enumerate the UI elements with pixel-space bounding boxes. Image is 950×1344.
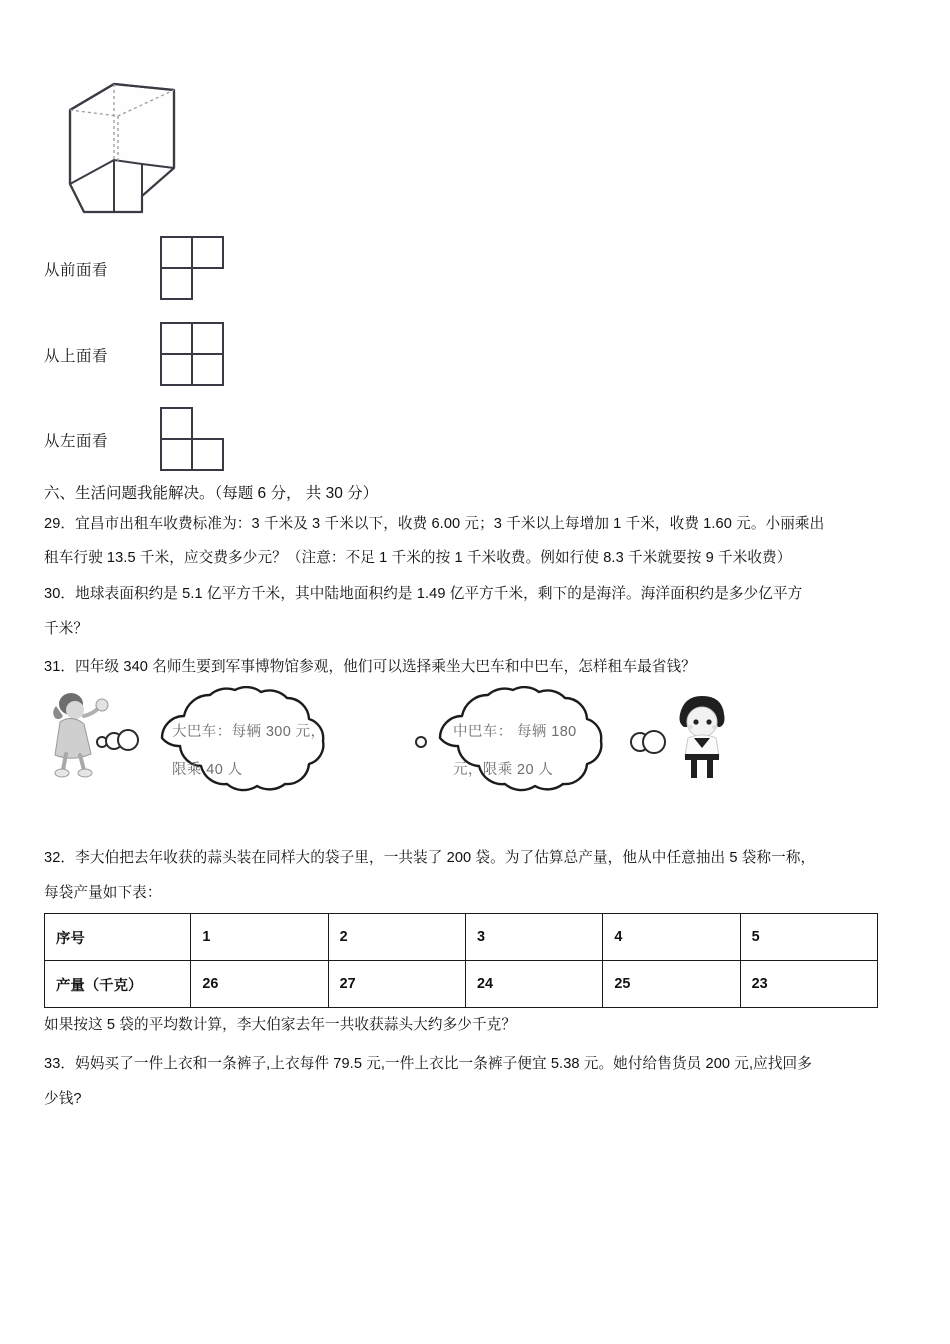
question-32-line-2: 每袋产量如下表： bbox=[44, 885, 162, 901]
view-shape-top bbox=[160, 322, 228, 390]
question-30-line-2: 千米？ bbox=[44, 621, 89, 637]
table-cell: 26 bbox=[191, 961, 328, 1008]
view-cell bbox=[160, 353, 193, 386]
view-cell bbox=[191, 236, 224, 269]
cloud-left-line-2: 限乘 40 人 bbox=[172, 762, 243, 778]
table-row bbox=[45, 914, 878, 961]
view-cell bbox=[191, 438, 224, 471]
view-label-top: 从上面看 bbox=[44, 348, 109, 365]
view-shape-front bbox=[160, 236, 228, 304]
view-row-front bbox=[44, 236, 304, 310]
table-cell: 4 bbox=[603, 914, 740, 961]
table-cell: 2 bbox=[328, 914, 465, 961]
table-cell: 23 bbox=[740, 961, 877, 1008]
question-31-line-1: 31．四年级 340 名师生要到军事博物馆参观，他们可以选择乘坐大巴车和中巴车，怎样租车最省钱？ bbox=[44, 659, 696, 675]
view-cell bbox=[191, 353, 224, 386]
cloud-right-line-1: 中巴车： 每辆 180 bbox=[453, 724, 577, 740]
view-cell bbox=[160, 322, 193, 355]
table-row-header: 序号 bbox=[45, 914, 191, 961]
section-heading: 六、生活问题我能解决。（每题 6 分， 共 30 分） bbox=[44, 485, 379, 502]
cloud-right-line-2: 元，限乘 20 人 bbox=[453, 762, 554, 778]
view-row-left bbox=[44, 407, 304, 481]
bus-options-illustration bbox=[44, 686, 744, 826]
question-33-line-1: 33．妈妈买了一件上衣和一条裤子,上衣每件 79.5 元,一件上衣比一条裤子便宜 5.38 元。她付给售货员 200 元,应找回多 bbox=[44, 1056, 812, 1072]
solid-figure-illustration bbox=[46, 72, 191, 224]
view-shape-left bbox=[160, 407, 228, 475]
table-cell: 27 bbox=[328, 961, 465, 1008]
question-30-line-1: 30．地球表面积约是 5.1 亿平方千米，其中陆地面积约是 1.49 亿平方千米，剩下的是海洋。海洋面积约是多少亿平方 bbox=[44, 586, 803, 602]
table-cell: 1 bbox=[191, 914, 328, 961]
table-cell: 5 bbox=[740, 914, 877, 961]
table-row-header: 产量（千克） bbox=[45, 961, 191, 1008]
table-cell: 25 bbox=[603, 961, 740, 1008]
cloud-left-line-1: 大巴车：每辆 300 元， bbox=[172, 724, 326, 740]
question-29-line-1: 29．宜昌市出租车收费标准为：3 千米及 3 千米以下，收费 6.00 元；3 千米以上每增加 1 千米，收费 1.60 元。小丽乘出 bbox=[44, 516, 825, 532]
view-cell bbox=[160, 236, 193, 269]
question-29-line-2: 租车行驶 13.5 千米，应交费多少元？（注意：不足 1 千米的按 1 千米收费。例如行使 8.3 千米就要按 9 千米收费） bbox=[44, 550, 792, 566]
table-cell: 3 bbox=[466, 914, 603, 961]
view-cell bbox=[191, 322, 224, 355]
question-33-line-2: 少钱? bbox=[44, 1091, 82, 1107]
view-cell bbox=[160, 438, 193, 471]
table-row bbox=[45, 961, 878, 1008]
girl-illustration bbox=[53, 693, 108, 777]
yield-table bbox=[44, 913, 878, 1008]
view-cell bbox=[160, 407, 193, 440]
question-32-followup: 如果按这 5 袋的平均数计算，李大伯家去年一共收获蒜头大约多少千克？ bbox=[44, 1017, 517, 1033]
view-cell bbox=[160, 267, 193, 300]
question-32-line-1: 32．李大伯把去年收获的蒜头装在同样大的袋子里，一共装了 200 袋。为了估算总产量，他从中任意抽出 5 袋称一称， bbox=[44, 850, 816, 866]
boy-illustration bbox=[680, 696, 725, 778]
table-cell: 24 bbox=[466, 961, 603, 1008]
view-label-front: 从前面看 bbox=[44, 262, 109, 279]
view-label-left: 从左面看 bbox=[44, 433, 109, 450]
view-row-top bbox=[44, 322, 304, 396]
